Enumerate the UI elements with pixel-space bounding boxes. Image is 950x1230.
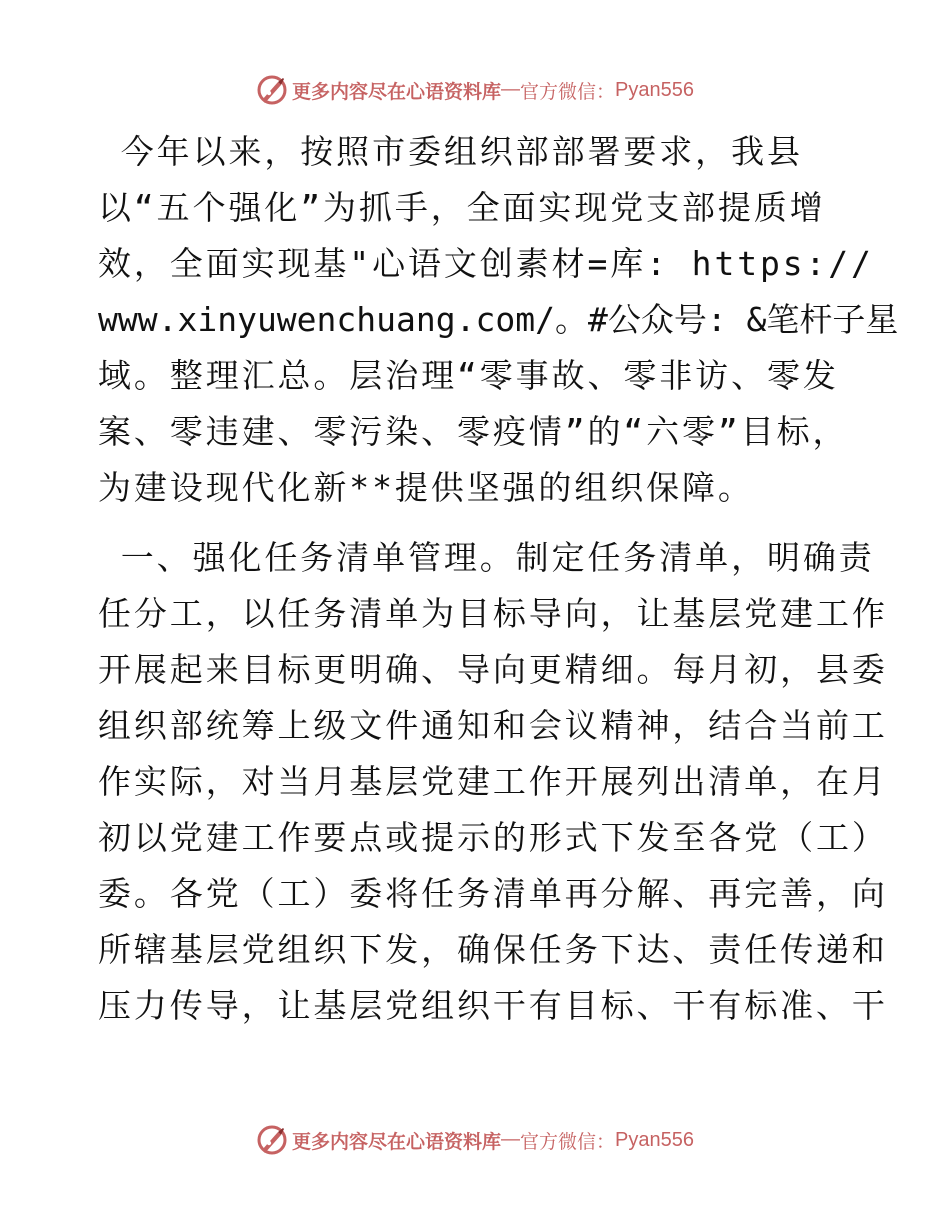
text-line: 所辖基层党组织下发，确保任务下达、责任传递和 [98, 930, 888, 969]
header-banner [0, 70, 950, 110]
text-line: 为建设现代化新**提供坚强的组织保障。 [98, 468, 754, 507]
document-body [98, 124, 899, 1034]
banner-title: 更多内容尽在心语资料库 [291, 1130, 501, 1153]
text-line: 开展起来目标更明确、导向更精细。每月初，县委 [98, 650, 888, 689]
text-line: 初以党建工作要点或提示的形式下发至各党（工） [98, 818, 888, 857]
footer-banner [0, 1120, 950, 1160]
text-line: 今年以来，按照市委组织部部署要求，我县 [98, 132, 803, 171]
text-line: 效，全面实现基"心语文创素材=库: https:// [98, 244, 874, 283]
paragraph-section-one [98, 530, 888, 1034]
banner-colon: ： [596, 1130, 616, 1153]
banner-label: 官方微信 [520, 1130, 597, 1153]
banner-title: 更多内容尽在心语资料库 [291, 80, 501, 103]
banner-colon: ： [596, 80, 616, 103]
text-line: 任分工，以任务清单为目标导向，让基层党建工作 [98, 594, 888, 633]
pen-nib-logo-icon [256, 1124, 288, 1156]
text-line: 以“五个强化”为抓手，全面实现党支部提质增 [98, 188, 826, 227]
text-line: 一、强化任务清单管理。制定任务清单，明确责 [98, 538, 875, 577]
text-line: 组织部统筹上级文件通知和会议精神，结合当前工 [98, 706, 888, 745]
text-line: 案、零违建、零污染、零疫情”的“六零”目标， [98, 412, 849, 451]
text-line: 域。整理汇总。层治理“零事故、零非访、零发 [98, 356, 839, 395]
banner-dash: — [501, 1129, 520, 1150]
pen-nib-logo-icon [256, 74, 288, 106]
text-line: 压力传导，让基层党组织干有目标、干有标准、干 [98, 986, 888, 1025]
banner-label: 官方微信 [520, 80, 597, 103]
paragraph-intro [98, 124, 899, 516]
banner-dash: — [501, 79, 520, 100]
text-line: 委。各党（工）委将任务清单再分解、再完善，向 [98, 874, 888, 913]
text-line: www.xinyuwenchuang.com/。#公众号: &笔杆子星 [98, 300, 899, 339]
paragraph-spacer [98, 516, 858, 530]
text-line: 作实际，对当月基层党建工作开展列出清单，在月 [98, 762, 888, 801]
banner-wechat-id: Pyan556 [615, 78, 694, 101]
banner-wechat-id: Pyan556 [615, 1128, 694, 1151]
